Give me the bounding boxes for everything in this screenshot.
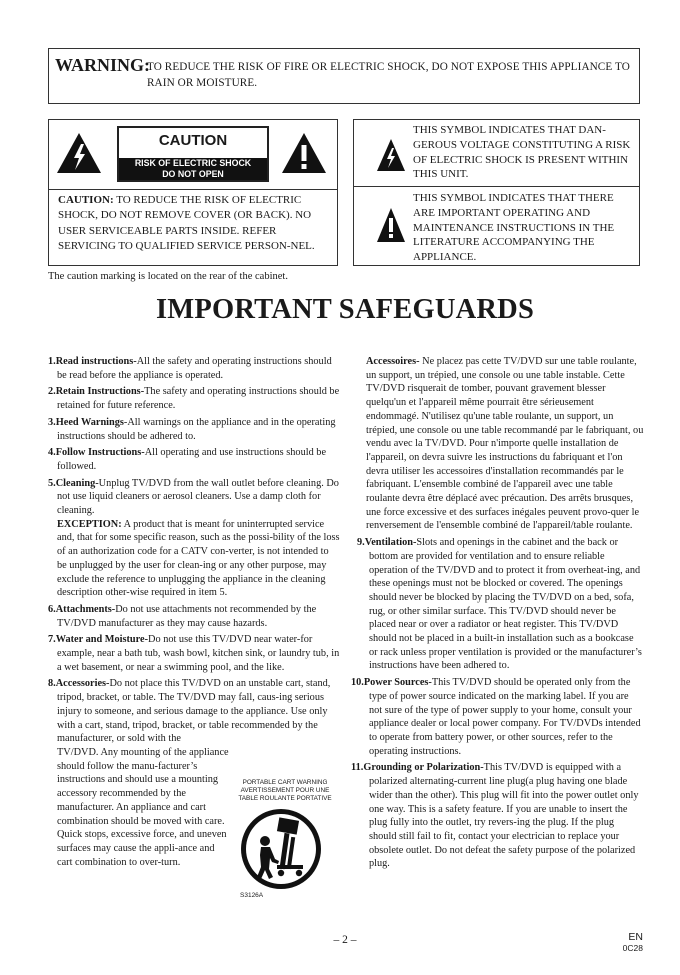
- item-number: 4.: [48, 447, 56, 459]
- item-heading: Read instructions-: [55, 356, 137, 367]
- list-item: [48, 355, 340, 382]
- item-number: 3.: [48, 416, 56, 428]
- item-text: Slots and openings in the cabinet and the back or bottom are provided for ventilation and to ensure reliable operation of the TV/DVD and to protect it from overheat-ing, and these openings must not be blocked or covered. The openings should never be blocked by placing the TV/DVD on a bed, sofa, rug, or other similar surface. This TV/DVD should never be placed near or over a radiator or heat register. This TV/DVD should not be placed in a built-in installation such as a bookcase or rack unless proper ventilation is provided or the manufacturer’s instructions have been adhered to.: [369, 537, 642, 672]
- item-text: -All warnings on the appliance and in the operating instructions should be adhered to.: [57, 416, 336, 442]
- item-text: The safety and operating instructions should be retained for future reference.: [57, 386, 340, 412]
- lightning-warning-icon: [376, 138, 406, 172]
- risk-line-2: DO NOT OPEN: [162, 169, 224, 179]
- item-heading: Grounding or Polarization-: [363, 762, 484, 774]
- item-number: 9.: [357, 537, 365, 549]
- list-item: [48, 633, 340, 674]
- page-title: IMPORTANT SAFEGUARDS: [155, 294, 535, 325]
- symbol-legend-box: [353, 119, 640, 266]
- item-heading: Power Sources-: [363, 677, 432, 689]
- item-heading: Water and Moisture-: [55, 634, 149, 646]
- item-number: 7.: [48, 634, 56, 646]
- item-text: Do not place this TV/DVD on an unstable cart, stand, tripod, bracket, or table. The TV/DVD may fall, caus-ing serious injury to someone, and serious damage to the appliance. Use only with a cart, stand, tripod, bracket, or table recommended by the manufacturer, or sold with the: [57, 678, 331, 745]
- item-text: Unplug TV/DVD from the wall outlet before cleaning. Do not use liquid cleaners or aerosol cleaners. Use a damp cloth for cleaning.: [57, 477, 339, 517]
- caution-box: [48, 119, 338, 266]
- exclamation-warning-icon: [376, 207, 406, 243]
- list-item: [351, 761, 644, 871]
- page-number: – 2 –: [333, 934, 357, 946]
- cart-caption-line-1: PORTABLE CART WARNING: [242, 779, 328, 786]
- item-heading: Ventilation-: [364, 537, 417, 549]
- caution-body: [58, 193, 330, 255]
- cart-warning-figure: [230, 779, 340, 904]
- list-item: [48, 603, 340, 630]
- divider: [49, 189, 337, 190]
- item-text: All the safety and operating instructions should be read before the appliance is operated.: [57, 356, 332, 381]
- instructions-symbol-text: THIS SYMBOL INDICATES THAT THERE ARE IMPORTANT OPERATING AND MAINTENANCE INSTRUCTIONS IN THE LITERATURE ACCOMPANYING THE APPLIANCE.: [413, 192, 615, 264]
- exception-heading: EXCEPTION:: [57, 518, 122, 530]
- exclamation-warning-icon: [281, 132, 327, 174]
- caution-body-text: TO REDUCE THE RISK OF ELECTRIC SHOCK, DO NOT REMOVE COVER (OR BACK). NO USER SERVICEABLE PARTS INSIDE. REFER SERVICING TO QUALIFIED SERVICE PERSON-NEL.: [58, 194, 315, 253]
- item-number: 5.: [48, 477, 56, 489]
- item-text: Do not use this TV/DVD near water-for example, near a bath tub, wash bowl, kitchen sink, or laundry tub, in a wet basement, or near a swimming pool, and the like.: [57, 634, 340, 673]
- tipping-cart-icon: [239, 807, 323, 891]
- warning-box: [48, 48, 640, 104]
- item-heading: Accessories-: [55, 678, 110, 690]
- item-text: This TV/DVD should be operated only from the type of power source indicated on the marking label. If you are not sure of the type of power supply to your home, consult your appliance dealer or local power company. For TV/DVDs intended to operate from battery power, or other sources, refer to the operating instructions.: [369, 677, 641, 757]
- item-number: 8.: [48, 678, 56, 690]
- accessoires-paragraph: [357, 355, 644, 533]
- item-heading: Retain Instructions-: [55, 386, 145, 398]
- item-heading: Attachments-: [55, 603, 116, 615]
- item-heading: Heed Warnings: [55, 416, 124, 428]
- item-number: 2.: [48, 386, 56, 398]
- item-text: All operating and use instructions should be followed.: [57, 447, 327, 472]
- language-code: EN: [628, 931, 643, 943]
- exception-text: A product that is meant for uninterrupted service and, that for some specific reason, such as the possi-bility of the loss of an authorization code for a CATV con-verter, is not intended to be unplugged by the user for clean-ing or any other purpose, may exclude the reference to unplugging the appliance in the cleaning description other-wise required in item 5.: [57, 518, 340, 599]
- list-item: [357, 536, 644, 673]
- warning-text: TO REDUCE THE RISK OF FIRE OR ELECTRIC SHOCK, DO NOT EXPOSE THIS APPLIANCE TO RAIN OR MOISTURE.: [147, 61, 630, 89]
- caution-body-label: CAUTION:: [58, 194, 114, 206]
- exception-paragraph: [48, 518, 340, 600]
- item-text: Do not use attachments not recommended by the TV/DVD manufacturer as they may cause hazards.: [57, 603, 317, 629]
- right-column: [351, 355, 644, 874]
- item-number: 11.: [351, 762, 364, 774]
- item-number: 10.: [351, 677, 364, 689]
- list-item: [48, 446, 340, 473]
- item-text: This TV/DVD is equipped with a polarized alternating-current line plug(a plug having one blade wider than the other). This plug will fit into the power outlet only one way. This is a safety feature. If you are unable to insert the plug fully into the outlet, try revers-ing the plug. If the plug should still fail to fit, contact your electrician to replace your obsolete outlet. Do not defeat the safety purpose of the polarized plug.: [369, 762, 639, 870]
- warning-label: WARNING:: [55, 55, 151, 75]
- caution-label-panel: [117, 126, 269, 182]
- accessoires-heading: Accessoires-: [366, 356, 420, 367]
- item-8-continued: TV/DVD. Any mounting of the appliance should follow the manu-facturer’s instructions and should use a mounting accessory recommended by the manufacturer. An appliance and cart combination should be moved with care. Quick stops, excessive force, and uneven surfaces may cause the appli-ance and cart combination to over-turn.: [57, 746, 229, 868]
- model-code: 0C28: [622, 943, 643, 953]
- caution-location-note: The caution marking is located on the rear of the cabinet.: [48, 271, 288, 282]
- cart-warning-caption: [230, 779, 340, 803]
- accessoires-text: Ne placez pas cette TV/DVD sur une table roulante, un support, un trépied, une console ou une table instable. Cette TV/DVD risquerait de tomber, pouvant gravement blesser quelqu'un et l'appareil même pourrait être sérieusement endommagé. N'utilisez qu'une table roulante, un support, un trépied, une console ou une table recommandé par le fabriquant, ou vendu avec la TV/DVD. Pour n'importe quelle installation de l'appareil, on devra suivre les instructions du fabriquant et l'on devra utiliser les accessoires d'installation recommandés par le fabriquant. L'ensemble combiné de l'appareil avec une table roulante devra être déplacé avec précaution. Des arrêts brusques, une force excessive et des surfaces inégales peuvent provo-quer le renversement de l'ensemble combiné de l'appareil/table roulante.: [366, 356, 644, 532]
- item-heading: Follow Instructions-: [55, 447, 145, 459]
- cart-caption-line-3: TABLE ROULANTE PORTATIVE: [238, 795, 332, 802]
- divider: [354, 186, 639, 187]
- lightning-warning-icon: [56, 132, 102, 174]
- item-number: 1.: [48, 356, 56, 367]
- item-heading: Cleaning-: [55, 477, 99, 489]
- cart-figure-code: S3126A: [240, 892, 264, 899]
- list-item: [48, 677, 340, 746]
- voltage-symbol-text: THIS SYMBOL INDICATES THAT DAN-GEROUS VOLTAGE CONSTITUTING A RISK OF ELECTRIC SHOCK IS PRESENT WITHIN THIS UNIT.: [413, 124, 631, 181]
- risk-line-1: RISK OF ELECTRIC SHOCK: [134, 158, 252, 168]
- caution-title: CAUTION: [158, 132, 228, 149]
- list-item: [351, 676, 644, 758]
- caution-risk-banner: [119, 158, 267, 180]
- cart-caption-line-2: AVERTISSEMENT POUR UNE: [240, 787, 330, 794]
- list-item: [48, 385, 340, 412]
- list-item: [48, 416, 340, 443]
- list-item: [48, 477, 340, 518]
- item-number: 6.: [48, 603, 56, 615]
